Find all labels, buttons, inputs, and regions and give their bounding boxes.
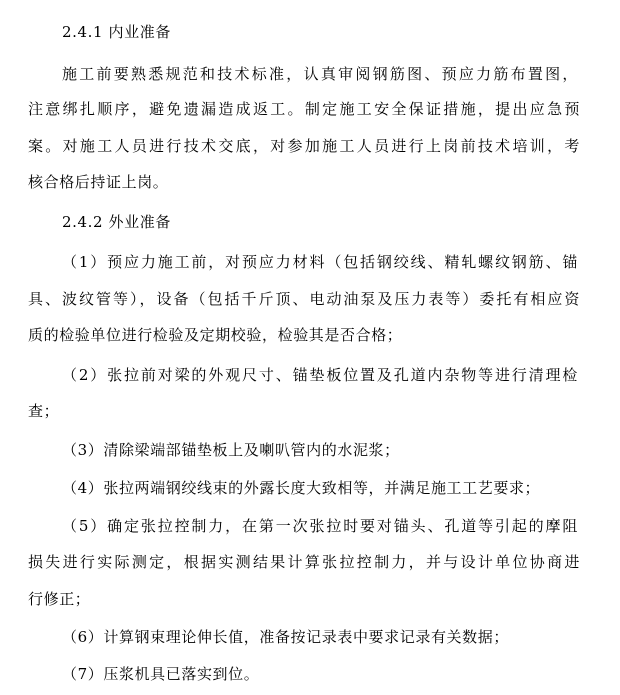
list-item-line: 损失进行实际测定，根据实测结果计算张拉控制力，并与设计单位协商进: [28, 553, 580, 571]
list-item-line: （2）张拉前对梁的外观尺寸、锚垫板位置及孔道内杂物等进行清理检: [62, 366, 578, 384]
list-item-line: （5）确定张拉控制力，在第一次张拉时要对锚头、孔道等引起的摩阻: [62, 517, 578, 535]
list-item-line: （7）压浆机具已落实到位。: [62, 665, 260, 683]
paragraph-line: 核合格后持证上岗。: [28, 173, 169, 191]
list-item-line: 查；: [28, 402, 60, 420]
list-item-line: 行修正；: [28, 590, 91, 608]
list-item-line: 质的检验单位进行检验及定期校验，检验其是否合格；: [28, 326, 403, 344]
list-item-line: （6）计算钢束理论伸长值，准备按记录表中要求记录有关数据；: [62, 628, 509, 646]
list-item-line: （3）清除梁端部锚垫板上及喇叭管内的水泥浆；: [62, 441, 400, 459]
list-item-line: （1）预应力施工前，对预应力材料（包括钢绞线、精轧螺纹钢筋、锚: [62, 253, 578, 271]
list-item-line: 具、波纹管等），设备（包括千斤顶、电动油泵及压力表等）委托有相应资: [28, 290, 580, 308]
section-heading-2-4-1: 2.4.1 内业准备: [62, 23, 171, 41]
paragraph-line: 施工前要熟悉规范和技术标准，认真审阅钢筋图、预应力筋布置图，: [62, 65, 578, 83]
paragraph-line: 注意绑扎顺序，避免遗漏造成返工。制定施工安全保证措施，提出应急预: [28, 100, 580, 118]
paragraph-line: 案。对施工人员进行技术交底，对参加施工人员进行上岗前技术培训，考: [28, 137, 580, 155]
section-heading-2-4-2: 2.4.2 外业准备: [62, 213, 171, 231]
list-item-line: （4）张拉两端钢绞线束的外露长度大致相等，并满足施工工艺要求；: [62, 479, 541, 497]
